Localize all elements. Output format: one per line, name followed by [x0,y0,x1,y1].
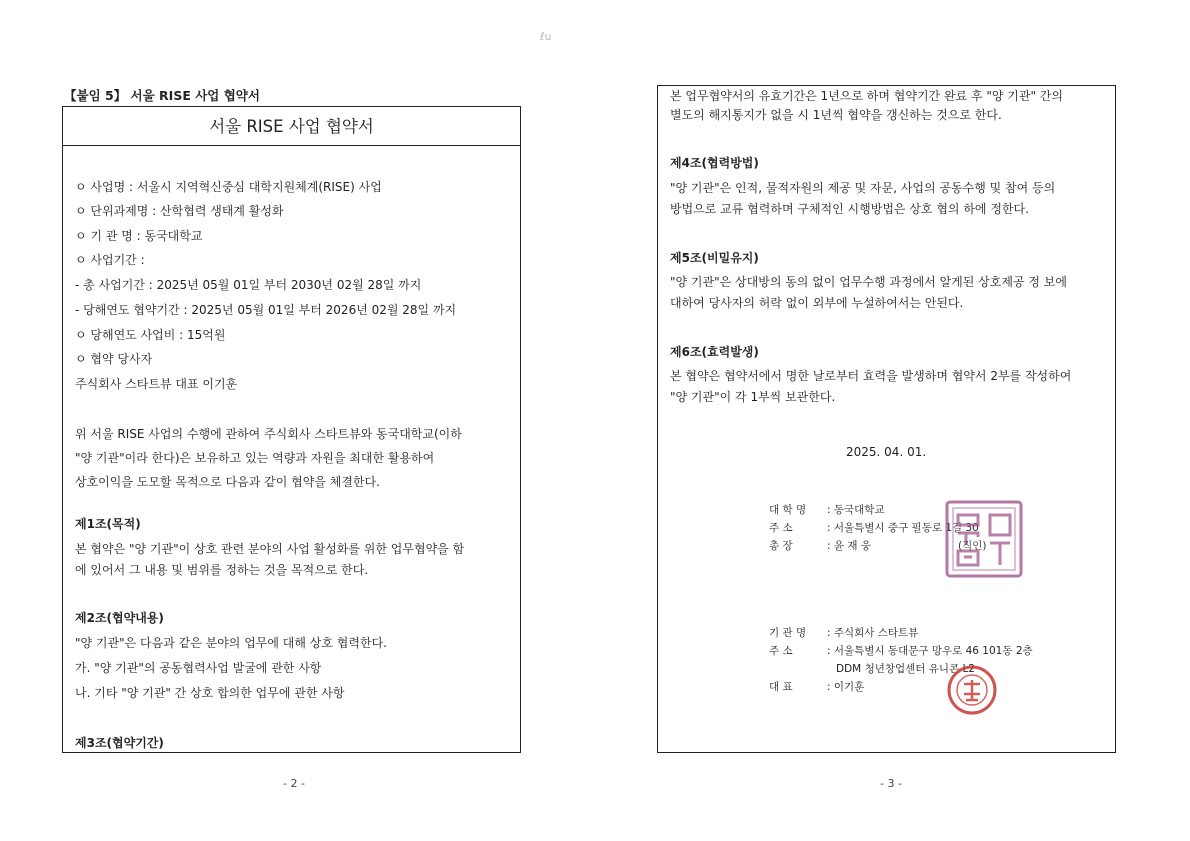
item-parties: ㅇ 협약 당사자 [75,352,153,366]
party1-rep-label: 총 장 [769,540,793,552]
article-6-body: 본 협약은 협약서에서 명한 날로부터 효력을 발생하며 협약서 2부를 작성하여 [670,369,1072,383]
item-budget: ㅇ 당해연도 사업비 : 15억원 [75,328,226,342]
item-task-name: ㅇ 단위과제명 : 산학협력 생태계 활성화 [75,204,284,218]
agreement-date: 2025. 04. 01. [846,445,927,459]
article-2-item: 가. "양 기관"의 공동협력사업 발굴에 관한 사항 [75,661,322,675]
page-number: - 2 - [283,777,305,790]
party2-name: : 주식회사 스타트뷰 [827,627,919,639]
party1-name-row [769,503,885,517]
article-2-item: 나. 기타 "양 기관" 간 상호 합의한 업무에 관한 사항 [75,686,345,700]
preamble-line: 위 서울 RISE 사업의 수행에 관하여 주식회사 스타트뷰와 동국대학교(이하 [75,427,462,441]
article-4-heading: 제4조(협력방법) [670,156,759,170]
article-6-heading: 제6조(효력발생) [670,345,759,359]
item-project-name: ㅇ 사업명 : 서울시 지역혁신중심 대학지원체계(RISE) 사업 [75,180,382,194]
article-2-heading: 제2조(협약내용) [75,611,164,625]
party1-address: : 서울특별시 중구 필동로 1길 30 [827,522,979,534]
party2-name-row [769,626,918,640]
page-header-mark: ℓu [540,30,552,43]
party1-rep: : 윤 재 웅 [827,540,871,552]
party2-name-label: 기 관 명 [769,627,807,639]
article-6-body: "양 기관"이 각 1부씩 보관한다. [670,390,836,404]
article-3-body: 본 업무협약서의 유효기간은 1년으로 하며 협약기간 완료 후 "양 기관" 간의 [670,89,1063,103]
party2-address: : 서울특별시 동대문구 망우로 46 101동 2층 [827,645,1033,657]
article-5-heading: 제5조(비밀유지) [670,251,759,265]
article-3-heading: 제3조(협약기간) [75,736,164,750]
article-5-body: 대하여 당사자의 허락 없이 외부에 누설하여서는 안된다. [670,296,964,310]
preamble-line: 상호이익을 도모할 목적으로 다음과 같이 협약을 체결한다. [75,475,380,489]
right-page-box [657,85,1116,753]
party1-address-label: 주 소 [769,522,793,534]
article-1-body: 에 있어서 그 내용 및 범위를 정하는 것을 목적으로 한다. [75,563,369,577]
article-4-body: "양 기관"은 인적, 물적자원의 제공 및 자문, 사업의 공동수행 및 참여 등의 [670,181,1056,195]
party2-rep-row [769,680,864,694]
article-1-heading: 제1조(목적) [75,517,141,531]
item-party-name: 주식회사 스타트뷰 대표 이기훈 [75,377,238,391]
item-total-period: - 총 사업기간 : 2025년 05월 01일 부터 2030년 02월 28일 까지 [75,278,422,292]
article-3-body: 별도의 해지통지가 없을 시 1년씩 협약을 갱신하는 것으로 한다. [670,108,1002,122]
item-institution: ㅇ 기 관 명 : 동국대학교 [75,229,203,243]
party2-rep-label: 대 표 [769,681,793,693]
article-2-body: "양 기관"은 다음과 같은 분야의 업무에 대해 상호 협력한다. [75,636,387,650]
item-year-period: - 당해연도 협약기간 : 2025년 05월 01일 부터 2026년 02월 28일 까지 [75,303,457,317]
document-title: 서울 RISE 사업 협약서 [63,107,520,146]
article-4-body: 방법으로 교류 협력하며 구체적인 시행방법은 상호 협의 하에 정한다. [670,202,1029,216]
party2-address-line2: DDM 청년창업센터 유니콘 L2 [836,663,976,675]
party2-address-label: 주 소 [769,645,793,657]
party1-name: : 동국대학교 [827,504,885,516]
attachment-label: 【붙임 5】 서울 RISE 사업 협약서 [64,88,260,103]
party2-address-row [769,644,1033,658]
seal-note: (직인) [958,540,987,552]
preamble-line: "양 기관"이라 한다)은 보유하고 있는 역량과 자원을 최대한 활용하여 [75,451,435,465]
party2-rep: : 이기훈 [827,681,865,693]
article-1-body: 본 협약은 "양 기관"이 상호 관련 분야의 사업 활성화를 위한 업무협약을 함 [75,542,465,556]
article-5-body: "양 기관"은 상대방의 동의 없이 업무수행 과정에서 알게된 상호제공 정 보에 [670,275,1067,289]
page-number: - 3 - [880,777,902,790]
company-seal-image [946,664,998,716]
party1-name-label: 대 학 명 [769,504,807,516]
left-page-box [62,106,521,753]
item-period: ㅇ 사업기간 : [75,253,145,267]
party1-rep-row [769,539,871,553]
